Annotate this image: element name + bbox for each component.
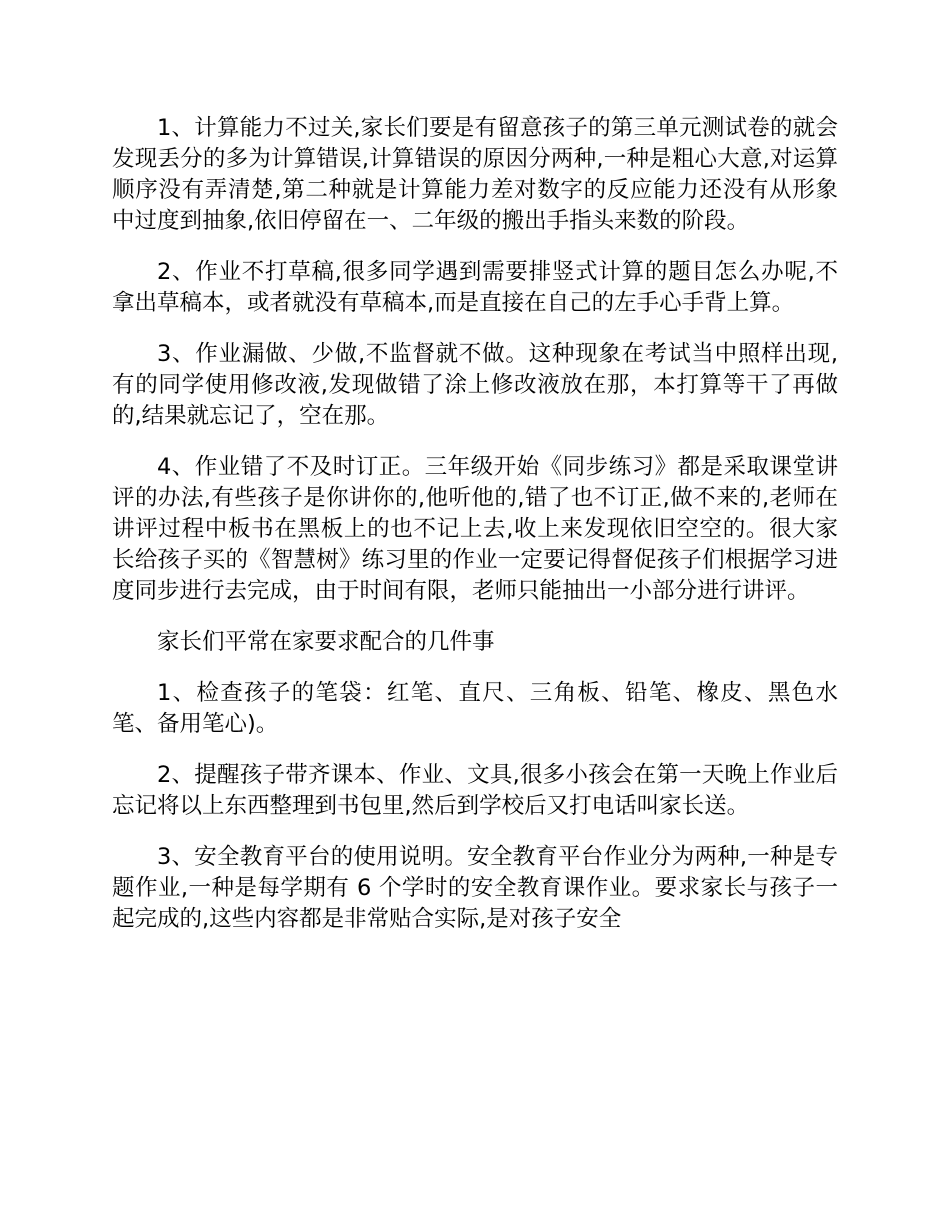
paragraph-1: 1、计算能力不过关,家长们要是有留意孩子的第三单元测试卷的就会发现丢分的多为计算错误,计算错误的原因分两种,一种是粗心大意,对运算顺序没有弄清楚,第二种就是计算能力差对数字的反应能力还没有从形象中过度到抽象,依旧停留在一、二年级的搬出手指头来数的阶段。 <box>112 115 838 234</box>
section-heading: 家长们平常在家要求配合的几件事 <box>157 629 495 655</box>
document-page <box>112 113 838 955</box>
paragraph-3: 3、作业漏做、少做,不监督就不做。这种现象在考试当中照样出现,有的同学使用修改液,发现做错了涂上修改液放在那，本打算等干了再做的,结果就忘记了，空在那。 <box>112 341 838 429</box>
paragraph-7: 2、提醒孩子带齐课本、作业、文具,很多小孩会在第一天晚上作业后忘记将以上东西整理到书包里,然后到学校后又打电话叫家长送。 <box>112 762 838 819</box>
paragraph-2: 2、作业不打草稿,很多同学遇到需要排竖式计算的题目怎么办呢,不拿出草稿本，或者就没有草稿本,而是直接在自己的左手心手背上算。 <box>112 259 838 316</box>
paragraph-8: 3、安全教育平台的使用说明。安全教育平台作业分为两种,一种是专题作业,一种是每学期有 6 个学时的安全教育课作业。要求家长与孩子一起完成的,这些内容都是非常贴合实际,是对孩子安全 <box>112 844 838 932</box>
paragraph-4: 4、作业错了不及时订正。三年级开始《同步练习》都是采取课堂讲评的办法,有些孩子是你讲你的,他听他的,错了也不订正,做不来的,老师在讲评过程中板书在黑板上的也不记上去,收上来发现依旧空空的。很大家长给孩子买的《智慧树》练习里的作业一定要记得督促孩子们根据学习进度同步进行去完成，由于时间有限，老师只能抽出一小部分进行讲评。 <box>112 454 838 604</box>
paragraph-6: 1、检查孩子的笔袋：红笔、直尺、三角板、铅笔、橡皮、黑色水笔、备用笔心)。 <box>112 680 838 737</box>
